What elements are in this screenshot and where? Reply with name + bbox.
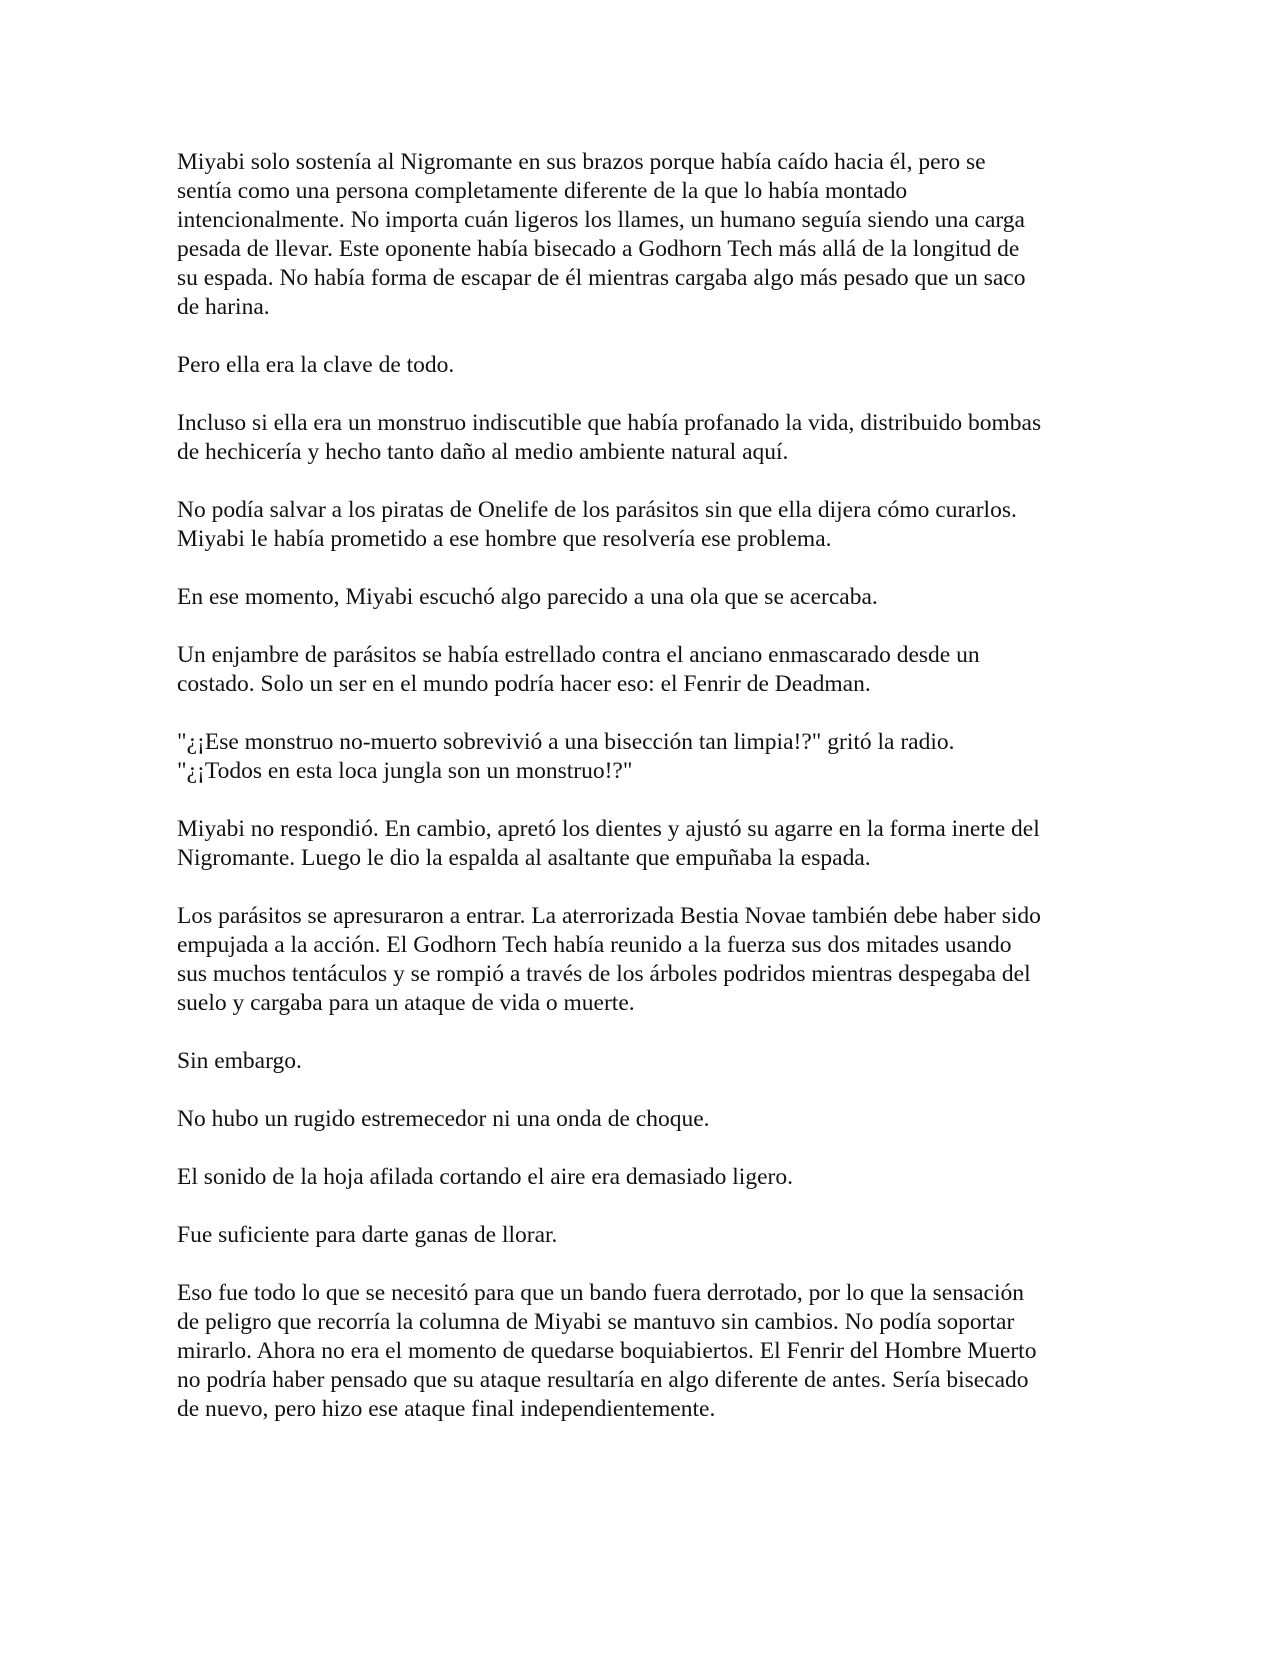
paragraph-13: Fue suficiente para darte ganas de llorar. bbox=[177, 1222, 558, 1248]
paragraph-6: Un enjambre de parásitos se había estrellado contra el anciano enmascarado desde un costado. Solo un ser en el mundo podría hacer eso: el Fenrir de Deadman. bbox=[177, 642, 980, 697]
paragraph-9: Los parásitos se apresuraron a entrar. La aterrorizada Bestia Novae también debe haber sido empujada a la acción. El Godhorn Tech había reunido a la fuerza sus dos mitades usando sus muchos tentáculos y se rompió a través de los árboles podridos mientras despegaba del suelo y cargaba para un ataque de vida o muerte. bbox=[177, 903, 1041, 1016]
paragraph-7: "¿¡Ese monstruo no-muerto sobrevivió a una bisección tan limpia!?" gritó la radio. "¿¡Todos en esta loca jungla son un monstruo!?" bbox=[177, 729, 955, 784]
paragraph-11: No hubo un rugido estremecedor ni una onda de choque. bbox=[177, 1106, 710, 1132]
paragraph-2: Pero ella era la clave de todo. bbox=[177, 352, 455, 378]
paragraph-12: El sonido de la hoja afilada cortando el aire era demasiado ligero. bbox=[177, 1164, 793, 1190]
document-body bbox=[177, 148, 1107, 1453]
paragraph-3: Incluso si ella era un monstruo indiscutible que había profanado la vida, distribuido bombas de hechicería y hecho tanto daño al medio ambiente natural aquí. bbox=[177, 410, 1042, 465]
paragraph-1: Miyabi solo sostenía al Nigromante en sus brazos porque había caído hacia él, pero se sentía como una persona completamente diferente de la que lo había montado intencionalmente. No importa cuán ligeros los llames, un humano seguía siendo una carga pesada de llevar. Este oponente había bisecado a Godhorn Tech más allá de la longitud de su espada. No había forma de escapar de él mientras cargaba algo más pesado que un saco de harina. bbox=[177, 149, 1026, 320]
paragraph-4: No podía salvar a los piratas de Onelife de los parásitos sin que ella dijera cómo curarlos. Miyabi le había prometido a ese hombre que resolvería ese problema. bbox=[177, 497, 1017, 552]
paragraph-5: En ese momento, Miyabi escuchó algo parecido a una ola que se acercaba. bbox=[177, 584, 878, 610]
paragraph-14: Eso fue todo lo que se necesitó para que un bando fuera derrotado, por lo que la sensación de peligro que recorría la columna de Miyabi se mantuvo sin cambios. No podía soportar mirarlo. Ahora no era el momento de quedarse boquiabiertos. El Fenrir del Hombre Muerto no podría haber pensado que su ataque resultaría en algo diferente de antes. Sería bisecado de nuevo, pero hizo ese ataque final independientemente. bbox=[177, 1280, 1037, 1422]
paragraph-8: Miyabi no respondió. En cambio, apretó los dientes y ajustó su agarre en la forma inerte del Nigromante. Luego le dio la espalda al asaltante que empuñaba la espada. bbox=[177, 816, 1040, 871]
paragraph-10: Sin embargo. bbox=[177, 1048, 302, 1074]
